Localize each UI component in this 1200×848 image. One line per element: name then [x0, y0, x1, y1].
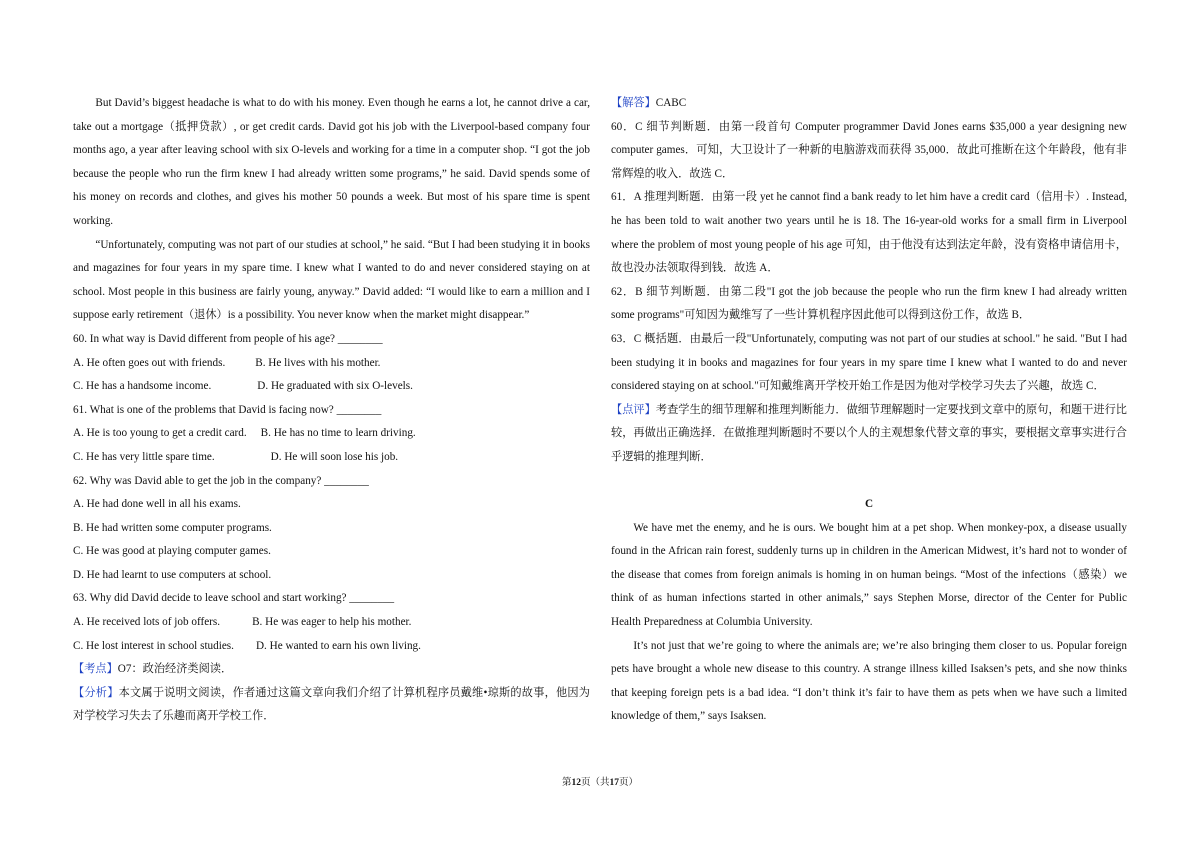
- option-b: B. He lives with his mother.: [255, 356, 381, 369]
- option-a: A. He often goes out with friends.: [73, 356, 226, 369]
- passage-c-paragraph-1: We have met the enemy, and he is ours. We bought him at a pet shop. When monkey-pox, a disease usually found in the African rain forest, suddenly turns up in children in the American Midwest, it’s hard not to wonder of the disease that comes from foreign animals is homing in on human beings. “Most of the infections（感染）we think of as human infections started in other animals,” says Stephen Morse, director of the Center for Public Health Preparedness at Columbia University.: [611, 521, 1127, 629]
- answer-61: 61．A 推理判断题．由第一段 yet he cannot find a bank ready to let him have a credit card（信用卡）. Instead, he has been told to wait another two years until he is 18. The 16-year-old works for a small firm in Liverpool where the problem of most young people of his age 可知，由于他没有达到法定年龄，没有资格申请信用卡，故也没办法领取得到钱．故选 A．: [611, 191, 1127, 275]
- kaodian-tag: 【考点】: [73, 663, 118, 676]
- footer-prefix: 第: [561, 778, 572, 788]
- dianping-text: 考查学生的细节理解和推理判断能力．做细节理解题时一定要找到文章中的原句，和题干进行比较，再做出正确选择．在做推理判断题时不要以个人的主观想象代替文章的事实，要根据文章事实进行合乎逻辑的推理判断．: [611, 403, 1127, 463]
- question-60-options-row-1: [73, 352, 590, 376]
- kaodian-text: O7：政治经济类阅读．: [117, 663, 233, 676]
- dianping-tag: 【点评】: [611, 403, 656, 416]
- fenxi-tag: 【分析】: [73, 686, 119, 699]
- question-62-option-b: B. He had written some computer programs.: [73, 521, 272, 534]
- section-heading: C: [864, 498, 874, 511]
- footer-page-number: 12: [571, 778, 581, 788]
- option-d: D. He will soon lose his job.: [270, 450, 399, 463]
- dianping-note: [611, 399, 1127, 470]
- passage-c-paragraph-2: It’s not just that we’re going to where the animals are; we’re also bringing them closer to us. Popular foreign pets have brought a whole new disease to this country. A strange illness killed Isaksen’s pets, and she now thinks that keeping foreign pets is a bad idea. “I don’t think it’s fair to have them as pets when we have such a limited knowledge of them,” says Isaksen.: [611, 639, 1127, 723]
- page-footer: [0, 774, 1200, 788]
- option-c: C. He has a handsome income.: [73, 380, 212, 393]
- kaodian-note: [73, 658, 590, 682]
- passage-paragraph-2: “Unfortunately, computing was not part of our studies at school,” he said. “But I had been studying it in books and magazines for four years in my spare time. I knew what I wanted to do and never considered staying on at school. Most people in this business are fairly young, anyway.” David added: “I would like to earn a million and I suppose early retirement（退休）is a possibility. You never know when the market might disappear.”: [73, 238, 590, 322]
- question-61-stem: 61. What is one of the problems that David is facing now? ________: [73, 403, 382, 416]
- jieda-text: CABC: [655, 97, 687, 109]
- question-62-stem: 62. Why was David able to get the job in the company? ________: [73, 474, 369, 487]
- passage-paragraph-1: But David’s biggest headache is what to do with his money. Even though he earns a lot, he cannot drive a car, take out a mortgage（抵押贷款）, or get credit cards. David got his job with the Liverpool-based company four months ago, a year after leaving school with six O-levels and working for a time in a computer shop. “I got the job because the people who run the firm knew I had already written some programs,” he said. David spends some of his money on records and clothes, and gives his mother 50 pounds a week. But most of his spare time is spent working.: [73, 97, 590, 227]
- question-61-options-row-1: [73, 422, 590, 446]
- jieda-note: [611, 92, 1127, 116]
- question-63-options-row-1: [73, 611, 590, 635]
- left-column: [73, 92, 590, 729]
- jieda-tag: 【解答】: [611, 97, 656, 109]
- question-60-stem: 60. In what way is David different from people of his age? ________: [73, 332, 383, 345]
- answer-62: 62．B 细节判断题．由第二段"I got the job because the people who run the firm knew I had already written some programs"可知因为戴维写了一些计算机程序因此他可以得到这份工作，故选 B．: [611, 285, 1127, 322]
- question-63-options-row-2: [73, 635, 590, 659]
- option-b: B. He was eager to help his mother.: [252, 616, 412, 629]
- question-62-option-d: D. He had learnt to use computers at school.: [73, 568, 272, 581]
- right-column: [611, 92, 1127, 729]
- footer-total-pages: 17: [609, 778, 619, 788]
- question-61-options-row-2: [73, 446, 590, 470]
- question-62-option-a: A. He had done well in all his exams.: [73, 498, 241, 511]
- fenxi-text: 本文属于说明文阅读，作者通过这篇文章向我们介绍了计算机程序员戴维•琼斯的故事，他因为对学校学习失去了乐趣而离开学校工作．: [73, 686, 590, 723]
- fenxi-note: [73, 682, 590, 729]
- footer-suffix: 页）: [619, 778, 639, 788]
- question-63-stem: 63. Why did David decide to leave school and start working? ________: [73, 592, 395, 605]
- option-c: C. He lost interest in school studies.: [73, 639, 234, 652]
- question-62-option-c: C. He was good at playing computer games.: [73, 545, 271, 558]
- option-d: D. He wanted to earn his own living.: [255, 639, 421, 652]
- answer-60: 60．C 细节判断题．由第一段首句 Computer programmer David Jones earns $35,000 a year designing new computer games．可知，大卫设计了一种新的电脑游戏而获得 35,000．故此可推断在这个年龄段，他有非常辉煌的收入．故选 C．: [611, 120, 1127, 180]
- footer-middle: 页（共: [580, 778, 610, 788]
- option-a: A. He is too young to get a credit card.: [73, 427, 247, 440]
- answer-63: 63．C 概括题．由最后一段"Unfortunately, computing was not part of our studies at school." he said. "But I had been studying it in books and magazines for four years in my spare time I knew what I wanted to do and never considered staying on at school."可知戴维离开学校开始工作是因为他对学校学习失去了兴趣，故选 C．: [611, 332, 1127, 393]
- option-b: B. He has no time to learn driving.: [260, 427, 416, 440]
- option-c: C. He has very little spare time.: [73, 450, 215, 463]
- option-d: D. He graduated with six O-levels.: [257, 380, 413, 393]
- question-60-options-row-2: [73, 375, 590, 399]
- option-a: A. He received lots of job offers.: [73, 616, 221, 629]
